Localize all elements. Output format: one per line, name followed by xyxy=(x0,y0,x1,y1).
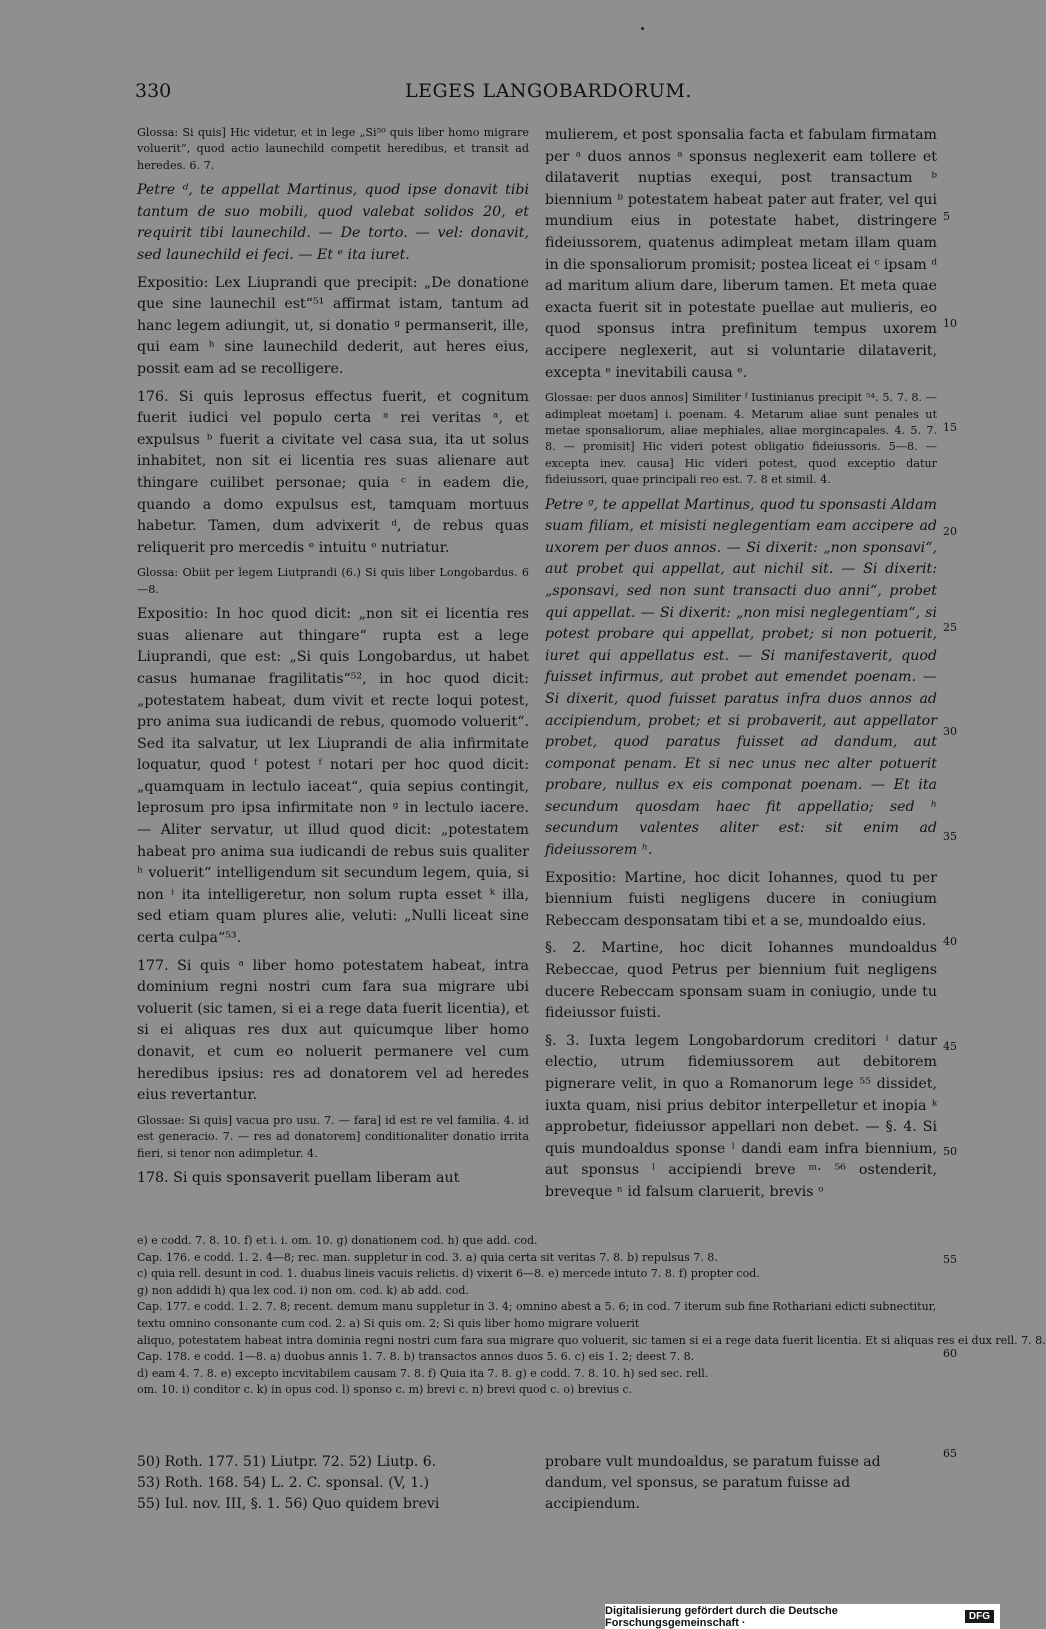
apparatus-line: c) quia rell. desunt in cod. 1. duabus lineis vacuis relictis. d) vixerit 6—8. e) mercede intuto 7. 8. f) propter cod. xyxy=(137,1267,760,1281)
expositio-paragraph: Expositio: In hoc quod dicit: „non sit ei licentia res suas alienare aut thingare“ rupta est a lege Liuprandi, que est: „Si quis Longobardus, ut habet casus humanae fragilitatis“⁵², in hoc quod dicit: „potestatem habeat, dum vivit et recte loqui potest, pro anima sua iudicandi de rebus, quomodo voluerit“. Sed ita salvatur, ut lex Liuprandi de alia infirmitate loquatur, quod ᶠ potest ᶠ notari per hoc quod dicit: „quamquam in lectulo iaceat“, quia sepius contingit, leprosum pro ipsa infirmitate non ᵍ in lectulo iacere. — Aliter servatur, ut illud quod dicit: „potestatem habeat pro anima sua iudicandi de rebus suis qualiter ʰ voluerit“ intelligendum sit secundum legem, quia, si non ⁱ ita intelligeretur, non solum rupta esset ᵏ illa, sed etiam quam plures alie, veluti: „Nulli liceat sine certa culpa“⁵³. xyxy=(137,606,529,947)
section-3: §. 3. Iuxta legem Longobardorum creditori ⁱ datur electio, utrum fidemiussorem aut debitorem pignerare velit, in quo a Romanorum lege ⁵⁵ dissidet, iuxta quam, nisi prius debitor interpelletur et inopia ᵏ approbetur, fideiussor appellari non debet. — §. 4. Si quis mundoaldus sponse ˡ dandi eam infra biennium, aut sponsus ˡ accipiendi breve ᵐ· ⁵⁶ ostenderit, breveque ⁿ id falsum claruerit, brevis ᵒ xyxy=(545,1032,937,1200)
apparatus-line: Cap. 177. e codd. 1. 2. 7. 8; recent. demum manu suppletur in 3. 4; omnino abest a 5. 6; in cod. 7 iterum sub fine Rothariani edicti subnectitur, textu omnino consonante cum cod. 2. a) Si quis om. 2; Si quis liber homo migrare voluerit xyxy=(137,1300,937,1330)
apparatus-line: om. 10. i) conditor c. k) in opus cod. l) sponso c. m) brevi c. n) brevi quod c. o) brevius c. xyxy=(137,1383,633,1397)
formula-paragraph: Petre ᵈ, te appellat Martinus, quod ipse donavit tibi tantum de suo mobili, quod valebat solidos 20, et requirit tibi launechild. — De torto. — vel: donavit, sed launechild ei feci. — Et ᵉ ita iuret. xyxy=(137,182,529,263)
line-number: 40 xyxy=(943,935,957,948)
footnote-line: 53) Roth. 168. 54) L. 2. C. sponsal. (V, 1.) xyxy=(137,1475,430,1491)
line-number: 50 xyxy=(943,1145,957,1158)
page-number: 330 xyxy=(135,80,172,102)
line-number: 30 xyxy=(943,725,957,738)
glossa-paragraph: Glossa: Obiit per legem Liutprandi (6.) Si quis liber Longobardus. 6—8. xyxy=(137,566,529,596)
line-number: 45 xyxy=(943,1040,957,1053)
banner-text: Digitalisierung gefördert durch die Deutsche Forschungsgemeinschaft · xyxy=(605,1604,838,1629)
section-2: §. 2. Martine, hoc dicit Iohannes mundoaldus Rebeccae, quod Petrus per biennium fuit negligens ducere Rebeccam sponsam suam in coniugio, unde tu fideiussor fuisti. xyxy=(545,940,937,1022)
apparatus-line: e) e codd. 7. 8. 10. f) et i. i. om. 10. g) donationem cod. h) que add. cod. xyxy=(137,1234,538,1247)
glossae-paragraph: Glossae: per duos annos] Similiter ᶠ Iustinianus precipit ⁵⁴. 5. 7. 8. — adimpleat moetam] i. poenam. 4. Metarum aliae sunt penales ut metae sponsaliorum, aliae mephiales, aliae morgincapales. 4. 5. 7. 8. — promisit] Hic videri potest obligatio fideiussoris. 5—8. — excepta inev. causa] Hic videri potest, quod exceptio datur fideiussori, quae principali reo est. 7. 8 et simil. 4. xyxy=(545,391,937,487)
glossa-paragraph: Glossa: Si quis] Hic videtur, et in lege „Si⁵⁰ quis liber homo migrare voluerit“, quod actio launechild competit heredibus, et transit ad heredes. 6. 7. xyxy=(137,126,529,172)
line-number: 20 xyxy=(943,525,957,538)
line-number: 55 xyxy=(943,1253,957,1266)
chapter-178: 178. Si quis sponsaverit puellam liberam aut xyxy=(137,1170,460,1186)
line-number: 15 xyxy=(943,421,957,434)
apparatus-line: Cap. 176. e codd. 1. 2. 4—8; rec. man. suppletur in cod. 3. a) quia certa sit veritas 7. 8. b) repulsus 7. 8. xyxy=(137,1250,718,1264)
apparatus-line: g) non addidi h) qua lex cod. i) non om. cod. k) ab add. cod. xyxy=(137,1283,469,1297)
line-number: 10 xyxy=(943,317,957,330)
left-column xyxy=(137,125,529,1196)
apparatus-line: Cap. 178. e codd. 1—8. a) duobus annis 1. 7. 8. b) transactos annos duos 5. 6. c) eis 1. 2; deest 7. 8. xyxy=(137,1350,695,1364)
footnote-line: 55) Iul. nov. III, §. 1. 56) Quo quidem brevi xyxy=(137,1496,440,1512)
chapter-177: 177. Si quis ᵃ liber homo potestatem habeat, intra dominium regni nostri cum fara sua migrare ubi voluerit (sic tamen, si ei a rege data fuerit licentia), et si ei aliquas res dux aut quicumque liber homo donavit, et cum eo noluerit permanere vel cum heredibus ipsius: res ad donatorem vel ad heredes eius revertantur. xyxy=(137,957,529,1104)
glossae-paragraph: Glossae: Si quis] vacua pro usu. 7. — fara] id est re vel familia. 4. id est generacio. 7. — res ad donatorem] conditionaliter donatio irrita fieri, si tenor non adimpletur. 4. xyxy=(137,1113,529,1160)
line-number: 60 xyxy=(943,1347,957,1360)
expositio-paragraph: Expositio: Martine, hoc dicit Iohannes, quod tu per biennium fuisti negligens ducere in coniugium Rebeccam desponsatam tibi et a se, mundoaldo eius. xyxy=(545,869,937,929)
running-title: LEGES LANGOBARDORUM. xyxy=(405,80,692,102)
footnotes-right xyxy=(545,1452,937,1515)
digitization-banner xyxy=(605,1604,1000,1629)
apparatus-line: aliquo, potestatem habeat intra dominia regni nostri cum fara sua migrare quo voluerit, sic tamen si ei a rege data fuerit licentia. Et si aliquas res ei dux rell. 7. 8. xyxy=(137,1333,1046,1347)
chapter-178-continued: mulierem, et post sponsalia facta et fabulam firmatam per ᵃ duos annos ᵃ sponsus neglexerit eam tollere et dilataverit nuptias exequi, post transactum ᵇ biennium ᵇ potestatem habeat pater aut frater, vel qui mundium eius in potestate habet, distringere fideiussorem, quatenus adimpleat metam illam quam in die sponsaliorum promisit; postea liceat ei ᶜ ipsam ᵈ ad maritum alium dare, liberum tamen. Et meta quae exacta fuerit sit in potestate puellae aut mulieris, eo quod sponsus intra prefinitum tempus uxorem accipere neglexerit, aut si voluntarie dilataverit, excepta ᵉ inevitabili causa ᵉ. xyxy=(545,127,937,381)
footnote-line: probare vult mundoaldus, se paratum fuisse ad dandum, vel sponsus, se paratum fuisse ad accipiendum. xyxy=(545,1454,881,1512)
apparatus-line: d) eam 4. 7. 8. e) excepto incvitabilem causam 7. 8. f) Quia ita 7. 8. g) e codd. 7. 8. 10. h) sed sec. rell. xyxy=(137,1366,709,1380)
expositio-paragraph: Expositio: Lex Liuprandi que precipit: „De donatione que sine launechil est“⁵¹ affirmat istam, tantum ad hanc legem adiungit, ut, si donatio ᵍ permanserit, ille, qui eam ʰ sine launechild dederit, aut heres eius, possit eam ad se recolligere. xyxy=(137,274,529,377)
right-column xyxy=(545,125,937,1210)
dfg-logo: DFG xyxy=(965,1610,994,1623)
chapter-176: 176. Si quis leprosus effectus fuerit, et cognitum fuerit iudici vel populo certa ᵃ rei veritas ᵃ, et expulsus ᵇ fuerit a civitate vel casa sua, ita ut solus inhabitet, non sit ei licentia res suas alienare aut thingare cuilibet personae; quia ᶜ in eadem die, quando a domo expulsus est, tamquam mortuus habetur. Tamen, dum advixerit ᵈ, de rebus quas reliquerit pro mercedis ᵉ intuitu ᵉ nutriatur. xyxy=(137,388,529,556)
speck xyxy=(641,27,644,30)
footnote-line: 50) Roth. 177. 51) Liutpr. 72. 52) Liutp. 6. xyxy=(137,1454,437,1470)
line-number: 25 xyxy=(943,621,957,634)
line-number: 35 xyxy=(943,830,957,843)
formula-paragraph: Petre ᵍ, te appellat Martinus, quod tu sponsasti Aldam suam filiam, et misisti neglegentiam eam accipere ad uxorem per duos annos. — Si dixerit: „non sponsavi“, aut probet qui appellat, aut nichil sit. — Si dixerit: „sponsavi, sed non sunt transacti duo anni“, probet qui appellat. — Si dixerit: „non misi neglegentiam“, si potest probare qui appellat, probet; si non potuerit, iuret qui appellatus est. — Si manifestaverit, quod fuisset infirmus, aut probet aut emendet poenam. — Si dixerit, quod fuisset paratus infra duos annos ad accipiendum, probet; et si probaverit, aut appellator probet, quod paratus fuisset ad dandum, aut componat penam. Et si nec unus nec alter potuerit probare, nullus ex eis componat poenam. — Et ita secundum quosdam haec fit appellatio; sed ʰ secundum valentes aliter est: sit enim ad fideiussorem ʰ. xyxy=(545,496,937,859)
line-number: 65 xyxy=(943,1447,957,1460)
footnotes-left xyxy=(137,1452,529,1515)
line-number: 5 xyxy=(943,210,950,223)
